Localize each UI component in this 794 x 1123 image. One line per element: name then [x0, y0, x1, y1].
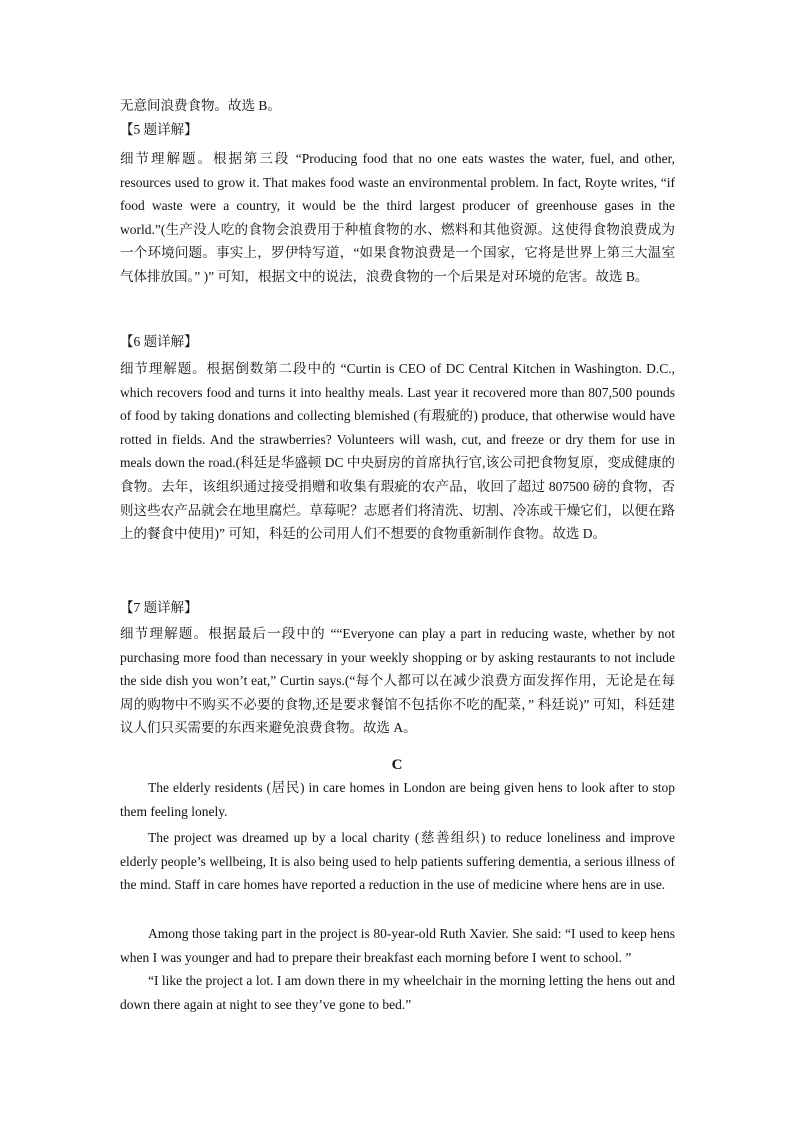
q5-heading: 【5 题详解】 [120, 122, 198, 137]
passage-c-paragraph-2: The project was dreamed up by a local charity (慈善组织) to reduce loneliness and improve elderly people’s wellbeing, It is also being used to help patients suffering dementia, a serious illness of the mind. Staff in care homes have reported a reduction in the use of medicine where hens are in use. [120, 830, 675, 893]
q5-explanation: 细节理解题。根据第三段 “Producing food that no one eats wastes the water, fuel, and other, resources used to grow it. That makes food waste an environmental problem. In fact, Royte writes, “if food waste were a country, it would be the third largest producer of greenhouse gases in the world.”(生产没人吃的食物会浪费用于种植食物的水、燃料和其他资源。这使得食物浪费成为一个环境问题。事实上，罗伊特写道，“如果食物浪费是一个国家，它将是世界上第三大温室气体排放国。” )” 可知，根据文中的说法，浪费食物的一个后果是对环境的危害。故选 B。 [120, 151, 675, 284]
passage-c-paragraph-1: The elderly residents (居民) in care homes in London are being given hens to look after to stop them feeling lonely. [120, 780, 675, 819]
q6-explanation: 细节理解题。根据倒数第二段中的 “Curtin is CEO of DC Central Kitchen in Washington. D.C., which recovers food and turns it into healthy meals. Last year it recovered more than 807,500 pounds of food by taking donations and collecting blemished (有瑕疵的) produce, that otherwise would have rotted in fields. And the strawberries? Volunteers will wash, cut, and freeze or dry them for use in meals down the road.(科廷是华盛顿 DC 中央厨房的首席执行官,该公司把食物复原，变成健康的食物。去年，该组织通过接受捐赠和收集有瑕疵的农产品，收回了超过 807500 磅的食物，否则这些农产品就会在地里腐烂。草莓呢？志愿者们将清洗、切割、冷冻或干燥它们，以便在路上的餐食中使用)” 可知，科廷的公司用人们不想要的食物重新制作食物。故选 D。 [120, 361, 675, 542]
q7-explanation: 细节理解题。根据最后一段中的 ““Everyone can play a part in reducing waste, whether by not purchasing more food than necessary in your weekly shopping or by asking restaurants to not include the side dish you won’t eat,” Curtin says.(“每个人都可以在减少浪费方面发挥作用，无论是在每周的购物中不购买不必要的食物,还是要求餐馆不包括你不吃的配菜，” 科廷说)” 可知，科廷建议人们只买需要的东西来避免浪费食物。故选 A。 [120, 626, 675, 736]
q6-heading: 【6 题详解】 [120, 334, 198, 349]
passage-c-paragraph-4: “I like the project a lot. I am down there in my wheelchair in the morning letting the hens out and down there again at night to see they’ve gone to bed.” [120, 973, 675, 1012]
passage-c-label: C [391, 757, 403, 773]
section-b-tail: 无意间浪费食物。故选 B。 [120, 98, 281, 113]
q7-heading: 【7 题详解】 [120, 600, 198, 615]
passage-c-paragraph-3: Among those taking part in the project is 80-year-old Ruth Xavier. She said: “I used to keep hens when I was younger and had to prepare their breakfast each morning before I went to school. ” [120, 926, 675, 965]
